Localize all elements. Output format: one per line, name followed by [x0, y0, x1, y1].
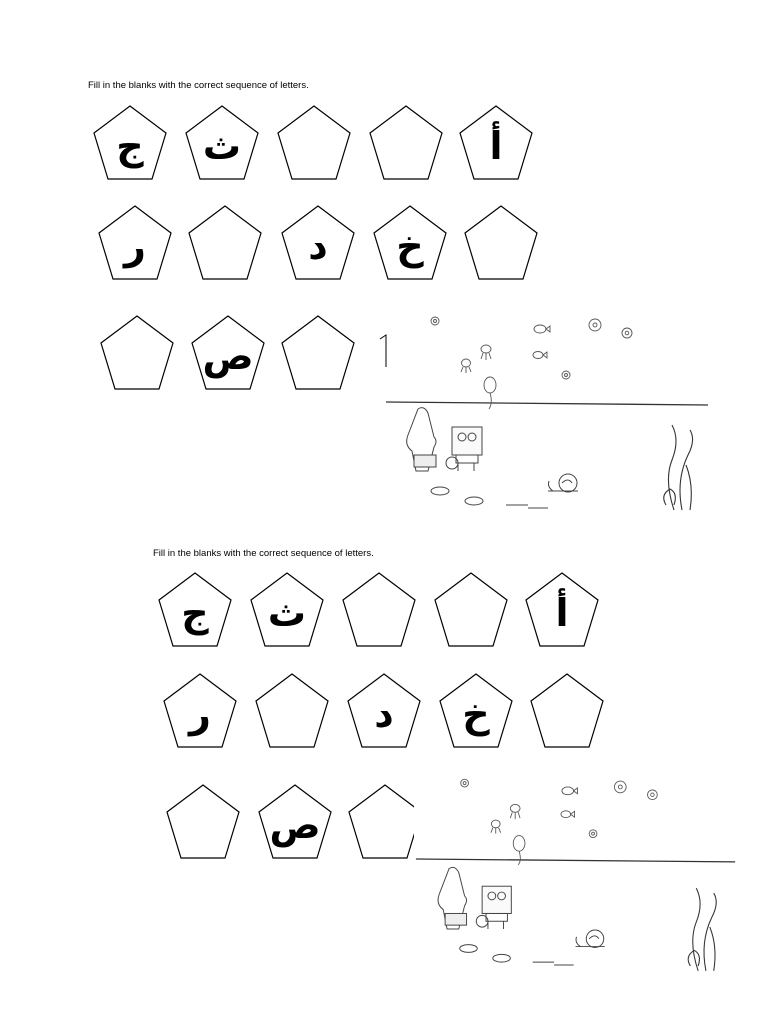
pentagon-cell[interactable] — [258, 784, 332, 860]
pentagon-cell[interactable] — [348, 784, 422, 860]
pentagon-cell[interactable] — [373, 205, 447, 281]
pentagon-cell[interactable] — [525, 572, 599, 648]
letter — [188, 205, 262, 281]
letter — [464, 205, 538, 281]
letter — [166, 784, 240, 860]
letter: خ — [462, 692, 490, 736]
pentagon-cell[interactable] — [464, 205, 538, 281]
pentagon-cell[interactable] — [439, 673, 513, 749]
letter — [348, 784, 422, 860]
letter: ج — [181, 591, 209, 635]
pentagon-cell[interactable] — [163, 673, 237, 749]
letter — [255, 673, 329, 749]
instruction-text-top: Fill in the blanks with the correct sequence of letters. — [88, 80, 309, 91]
pentagon-cell[interactable] — [277, 105, 351, 181]
instruction-text-bottom: Fill in the blanks with the correct sequence of letters. — [153, 548, 374, 559]
pentagon-cell[interactable] — [342, 572, 416, 648]
pentagon-cell[interactable] — [459, 105, 533, 181]
pentagon-cell[interactable] — [347, 673, 421, 749]
pentagon-cell[interactable] — [188, 205, 262, 281]
letter: ج — [116, 124, 144, 168]
pentagon-cell[interactable] — [281, 205, 355, 281]
pentagon-cell[interactable] — [166, 784, 240, 860]
letter — [434, 572, 508, 648]
underwater-scene-image-bottom — [414, 770, 740, 982]
letter: د — [374, 692, 394, 736]
pentagon-cell[interactable] — [93, 105, 167, 181]
underwater-scene-image-top — [378, 305, 713, 520]
letter: أ — [555, 591, 569, 635]
pentagon-cell[interactable] — [191, 315, 265, 391]
letter — [530, 673, 604, 749]
pentagon-cell[interactable] — [185, 105, 259, 181]
letter: ر — [189, 692, 211, 736]
letter: أ — [489, 124, 503, 168]
pentagon-cell[interactable] — [250, 572, 324, 648]
pentagon-cell[interactable] — [369, 105, 443, 181]
letter: ص — [202, 334, 254, 378]
letter — [369, 105, 443, 181]
letter: ر — [124, 224, 146, 268]
letter: ث — [267, 591, 307, 635]
pentagon-cell[interactable] — [255, 673, 329, 749]
pentagon-cell[interactable] — [158, 572, 232, 648]
pentagon-cell[interactable] — [530, 673, 604, 749]
pentagon-cell[interactable] — [434, 572, 508, 648]
letter — [277, 105, 351, 181]
pentagon-cell[interactable] — [100, 315, 174, 391]
pentagon-cell[interactable] — [281, 315, 355, 391]
letter: خ — [396, 224, 424, 268]
letter — [281, 315, 355, 391]
letter — [342, 572, 416, 648]
letter: ث — [202, 124, 242, 168]
letter: د — [308, 224, 328, 268]
letter — [100, 315, 174, 391]
pentagon-cell[interactable] — [98, 205, 172, 281]
letter: ص — [269, 803, 321, 847]
